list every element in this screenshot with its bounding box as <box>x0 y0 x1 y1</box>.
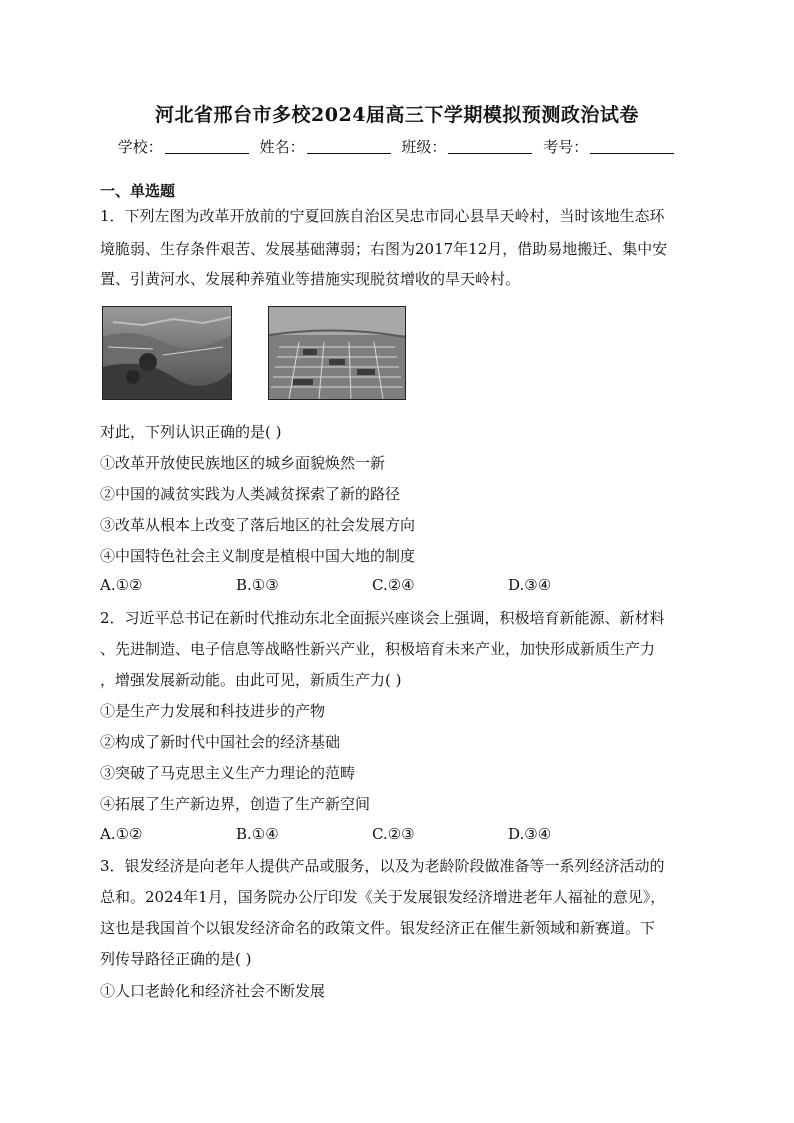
student-info-line <box>0 136 794 157</box>
school-label: 学校： <box>117 138 163 156</box>
q1-stem-line: 置、引黄河水、发展种养殖业等措施实现脱贫增收的旱天岭村。 <box>100 270 521 288</box>
village-before-photo <box>102 306 232 400</box>
q3-stem-line: 3．银发经济是向老年人提供产品或服务，以及为老龄阶段做准备等一系列经济活动的 <box>100 857 665 875</box>
q2-statement: ③突破了马克思主义生产力理论的范畴 <box>100 764 356 782</box>
q2-option-d[interactable]: D.③④ <box>508 825 552 843</box>
q1-prompt: 对此，下列认识正确的是( ) <box>100 423 282 441</box>
q3-stem-line: 这也是我国首个以银发经济命名的政策文件。银发经济正在催生新领域和新赛道。下 <box>100 919 656 937</box>
name-label: 姓名： <box>259 138 305 156</box>
q1-statement: ④中国特色社会主义制度是植根中国大地的制度 <box>100 547 416 565</box>
page-title: 河北省邢台市多校2024届高三下学期模拟预测政治试卷 <box>155 104 639 126</box>
q1-option-c[interactable]: C.②④ <box>372 576 415 594</box>
q3-stem-line: 列传导路径正确的是( ) <box>100 950 252 968</box>
q2-statement: ④拓展了生产新边界，创造了生产新空间 <box>100 795 371 813</box>
q2-option-b[interactable]: B.①④ <box>236 825 279 843</box>
q2-stem-line: ，增强发展新动能。由此可见，新质生产力( ) <box>100 671 402 689</box>
q2-option-a[interactable]: A.①② <box>100 825 143 843</box>
q1-option-d[interactable]: D.③④ <box>508 576 552 594</box>
class-label: 班级： <box>401 138 447 156</box>
number-blank[interactable] <box>590 139 674 154</box>
q1-statement: ①改革开放使民族地区的城乡面貌焕然一新 <box>100 454 386 472</box>
q3-stem-line: 总和。2024年1月，国务院办公厅印发《关于发展银发经济增进老年人福祉的意见》， <box>100 888 666 906</box>
school-blank[interactable] <box>165 139 249 154</box>
q1-stem-line: 1．下列左图为改革开放前的宁夏回族自治区吴忠市同心县旱天岭村，当时该地生态环 <box>100 207 665 225</box>
q2-stem-line: 、先进制造、电子信息等战略性新兴产业，积极培育未来产业，加快形成新质生产力 <box>100 640 656 658</box>
class-blank[interactable] <box>448 139 532 154</box>
q1-statement: ②中国的减贫实践为人类减贫探索了新的路径 <box>100 485 401 503</box>
section-heading: 一、单选题 <box>100 182 176 200</box>
village-after-photo <box>268 306 406 400</box>
q1-options <box>100 576 700 596</box>
name-blank[interactable] <box>307 139 391 154</box>
q2-statement: ②构成了新时代中国社会的经济基础 <box>100 733 341 751</box>
q2-statement: ①是生产力发展和科技进步的产物 <box>100 702 326 720</box>
q1-option-a[interactable]: A.①② <box>100 576 143 594</box>
q1-statement: ③改革从根本上改变了落后地区的社会发展方向 <box>100 516 416 534</box>
q2-option-c[interactable]: C.②③ <box>372 825 415 843</box>
q1-option-b[interactable]: B.①③ <box>236 576 279 594</box>
number-label: 考号： <box>543 138 589 156</box>
q3-statement: ①人口老龄化和经济社会不断发展 <box>100 982 326 1000</box>
q1-stem-line: 境脆弱、生存条件艰苦、发展基础薄弱；右图为2017年12月，借助易地搬迁、集中安 <box>100 240 668 258</box>
q2-stem-line: 2．习近平总书记在新时代推动东北全面振兴座谈会上强调，积极培育新能源、新材料 <box>100 609 665 627</box>
q2-options <box>100 825 700 845</box>
